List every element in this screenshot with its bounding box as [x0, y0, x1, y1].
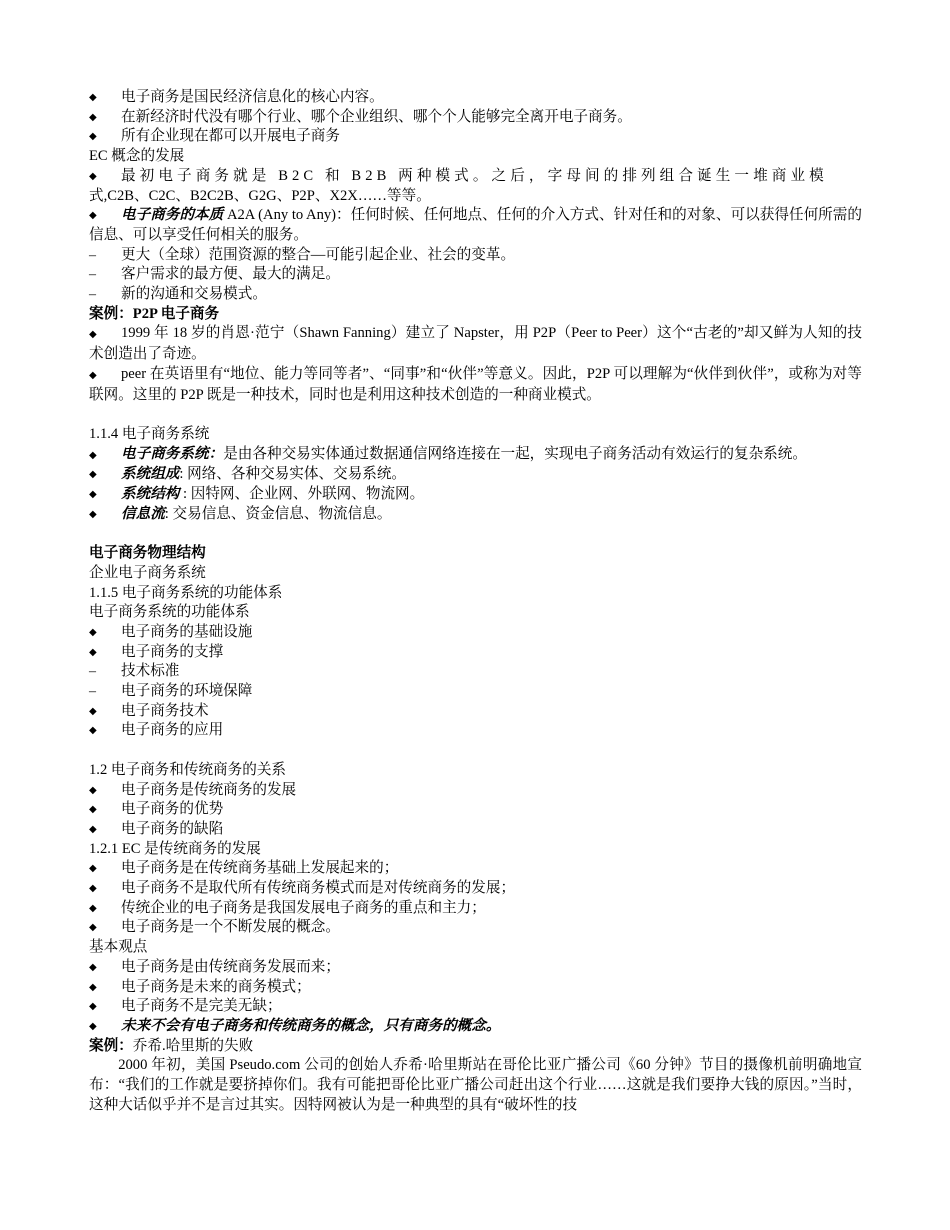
section-heading-basic-views: 基本观点	[89, 939, 148, 956]
list-item-text	[89, 365, 862, 405]
diamond-bullet-icon: ◆	[89, 92, 97, 103]
list-item	[89, 800, 862, 820]
list-item	[89, 623, 862, 643]
diamond-bullet-icon: ◆	[89, 883, 97, 895]
diamond-bullet-icon: ◆	[89, 1021, 97, 1032]
paragraph-text: 1999 年 18 岁的肖恩·范宁（Shawn Fanning）建立了 Napster，用 P2P（Peer to Peer）这个“古老的”却又鲜为人知的技术创造出了奇迹。	[89, 325, 862, 363]
list-item	[89, 505, 862, 525]
list-item-text	[121, 505, 862, 525]
diamond-bullet-icon: ◆	[89, 922, 97, 934]
list-item-text: 新的沟通和交易模式。	[121, 286, 267, 303]
case-heading-pseudo	[89, 1037, 862, 1057]
case-title: 乔希.哈里斯的失败	[132, 1037, 254, 1054]
paragraph-text: peer 在英语里有“地位、能力等同等者”、“同事”和“伙伴”等意义。因此，P2P 可以理解为“伙伴到伙伴”，或称为对等联网。这里的 P2P 既是一种技术，同时也是利用这种技术创造的一种商业模式。	[89, 365, 862, 403]
blank-line	[89, 741, 862, 761]
diamond-bullet-icon: ◆	[89, 646, 97, 658]
term-separator: :	[179, 466, 184, 483]
diamond-bullet-icon: ◆	[89, 210, 97, 222]
dash-bullet-icon: –	[89, 267, 96, 283]
diamond-bullet-icon: ◆	[89, 508, 97, 520]
section-heading-1-1-5: 1.1.5 电子商务系统的功能体系	[89, 584, 283, 601]
list-item-text: 电子商务的优势	[121, 801, 224, 818]
list-item-text: 电子商务是由传统商务发展而来；	[121, 958, 340, 975]
list-item-text: 电子商务的应用	[121, 722, 224, 739]
diamond-bullet-icon: ◆	[89, 170, 97, 182]
diamond-bullet-icon: ◆	[89, 111, 97, 123]
blank-line	[89, 524, 862, 544]
list-item-text: 在新经济时代没有哪个行业、哪个企业组织、哪个个人能够完全离开电子商务。	[121, 108, 632, 125]
list-item	[89, 997, 862, 1017]
list-item	[89, 721, 862, 741]
diamond-bullet-icon: ◆	[89, 981, 97, 993]
list-item	[89, 88, 862, 108]
dash-bullet-icon: –	[89, 247, 96, 263]
list-item	[89, 285, 862, 305]
section-heading-1-2: 1.2 电子商务和传统商务的关系	[89, 761, 287, 778]
list-item-text: 电子商务的环境保障	[121, 683, 253, 700]
list-item	[89, 781, 862, 801]
list-item	[89, 643, 862, 663]
term-separator: :	[164, 505, 169, 522]
list-item-text	[89, 324, 862, 364]
list-item-text: 电子商务的基础设施	[121, 623, 253, 640]
list-item	[89, 167, 862, 187]
term-label: 电子商务系统	[121, 445, 209, 462]
list-item-text	[89, 445, 862, 466]
list-item	[89, 1017, 862, 1037]
case-paragraph: 2000 年初，美国 Pseudo.com 公司的创始人乔希·哈里斯站在哥伦比亚广播公司《60 分钟》节目的摄像机前明确地宣布：“我们的工作就是要挤掉你们。我有可能把哥伦比亚广播公司赶出这个行业……这就是我们要挣大钱的原因。”当时，这种大话似乎并不是言过其实。因特网被认为是一种典型的具有“破坏性的技	[89, 1057, 862, 1113]
term-text: 网络、各种交易实体、交易系统。	[183, 466, 407, 483]
list-item	[89, 682, 862, 702]
diamond-bullet-icon: ◆	[89, 784, 97, 796]
list-item-text	[121, 485, 862, 505]
text-line: 企业电子商务系统	[89, 564, 206, 581]
diamond-bullet-icon: ◆	[89, 1001, 97, 1013]
list-item-text: 电子商务不是完美无缺；	[121, 998, 282, 1015]
list-item	[89, 879, 862, 899]
term-text: A2A (Any to Any)：任何时候、任何地点、任何的介入方式、针对任和的对象、可以获得任何所需的信息、可以享受任何相关的服务。	[89, 207, 862, 243]
term-label: 系统组成	[121, 466, 180, 483]
section-heading-physical-structure: 电子商务物理结构	[89, 545, 206, 562]
diamond-bullet-icon: ◆	[89, 863, 97, 875]
diamond-bullet-icon: ◆	[89, 823, 97, 835]
list-item-text: 更大（全球）范围资源的整合—可能引起企业、社会的变革。	[121, 246, 516, 263]
diamond-bullet-icon: ◆	[89, 961, 97, 973]
list-item-continuation: 式,C2B、C2C、B2C2B、G2G、P2P、X2X……等等。	[89, 187, 431, 204]
term-text: 因特网、企业网、外联网、物流网。	[187, 486, 425, 503]
list-item	[89, 206, 862, 245]
term-text: 交易信息、资金信息、物流信息。	[168, 505, 392, 522]
list-item-text: 电子商务是传统商务的发展	[121, 781, 297, 798]
diamond-bullet-icon: ◆	[89, 469, 97, 481]
list-item-text: 最初电子商务就是 B2C 和 B2B 两种模式。之后，字母间的排列组合诞生一堆商业模	[121, 167, 828, 184]
list-item	[89, 465, 862, 485]
list-item	[89, 265, 862, 285]
list-item	[89, 958, 862, 978]
list-item	[89, 485, 862, 505]
case-heading-p2p: 案例：P2P 电子商务	[89, 305, 220, 322]
diamond-bullet-icon: ◆	[89, 489, 97, 501]
diamond-bullet-icon: ◆	[89, 804, 97, 816]
diamond-bullet-icon: ◆	[89, 725, 97, 737]
term-separator: :	[179, 486, 188, 503]
list-item-text: 电子商务是在传统商务基础上发展起来的；	[121, 860, 399, 877]
term-separator: ：	[208, 445, 224, 462]
diamond-bullet-icon: ◆	[89, 449, 97, 461]
diamond-bullet-icon: ◆	[89, 902, 97, 914]
diamond-bullet-icon: ◆	[89, 626, 97, 638]
list-item-text: 所有企业现在都可以开展电子商务	[121, 128, 340, 145]
list-item	[89, 445, 862, 466]
blank-line	[89, 405, 862, 425]
list-item-text: 电子商务是一个不断发展的概念。	[121, 919, 340, 936]
list-item	[89, 820, 862, 840]
list-item-text: 电子商务不是取代所有传统商务模式而是对传统商务的发展；	[121, 880, 516, 897]
list-item	[89, 702, 862, 722]
list-item	[89, 108, 862, 128]
list-item-text: 技术标准	[121, 663, 180, 680]
list-item	[89, 978, 862, 998]
list-item	[89, 365, 862, 405]
list-item-text: 电子商务的支撑	[121, 643, 224, 660]
list-item	[89, 918, 862, 938]
diamond-bullet-icon: ◆	[89, 329, 97, 341]
term-text: 是由各种交易实体通过数据通信网络连接在一起，实现电子商务活动有效运行的复杂系统。	[223, 445, 807, 462]
dash-bullet-icon: –	[89, 664, 96, 680]
list-item-text: 电子商务是国民经济信息化的核心内容。	[121, 89, 384, 105]
list-item	[89, 859, 862, 879]
term-label: 信息流	[121, 505, 165, 522]
term-label: 电子商务的本质	[121, 207, 224, 224]
list-item-text: 客户需求的最方便、最大的满足。	[121, 266, 340, 283]
list-item	[89, 127, 862, 147]
list-item-text	[121, 465, 862, 485]
dash-bullet-icon: –	[89, 287, 96, 303]
list-item-text	[89, 206, 862, 245]
list-item	[89, 324, 862, 364]
text-line: 电子商务系统的功能体系	[89, 604, 250, 621]
list-item-text: 未来不会有电子商务和传统商务的概念，只有商务的概念。	[121, 1018, 501, 1034]
term-label: 系统结构	[121, 486, 180, 503]
case-label: 案例：	[89, 1037, 133, 1054]
list-item	[89, 662, 862, 682]
list-item-text: 电子商务的缺陷	[121, 820, 224, 837]
section-heading-1-2-1: 1.2.1 EC 是传统商务的发展	[89, 840, 261, 857]
diamond-bullet-icon: ◆	[89, 131, 97, 143]
section-heading-1-1-4: 1.1.4 电子商务系统	[89, 425, 210, 442]
list-item	[89, 899, 862, 919]
section-heading-ec-development: EC 概念的发展	[89, 148, 185, 165]
list-item-text: 电子商务是未来的商务模式；	[121, 978, 311, 995]
list-item-text: 传统企业的电子商务是我国发展电子商务的重点和主力；	[121, 899, 486, 916]
list-item	[89, 246, 862, 266]
diamond-bullet-icon: ◆	[89, 369, 97, 381]
list-item-text: 电子商务技术	[121, 702, 209, 719]
diamond-bullet-icon: ◆	[89, 705, 97, 717]
dash-bullet-icon: –	[89, 684, 96, 700]
